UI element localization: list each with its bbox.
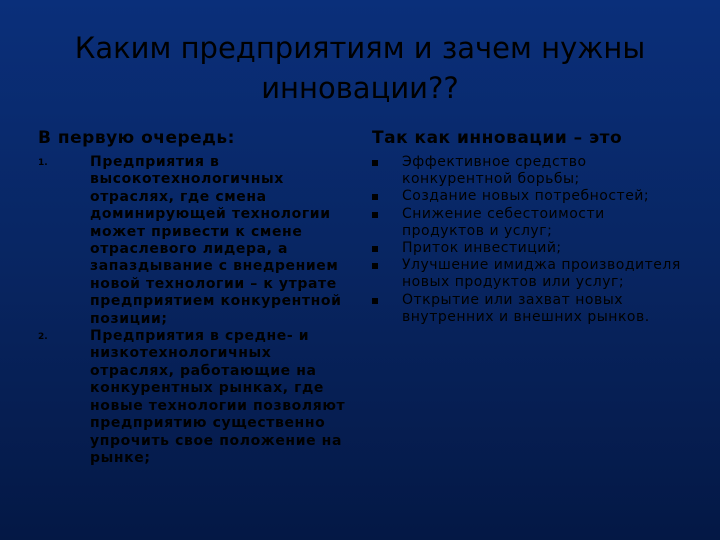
square-bullet-icon: [370, 257, 402, 291]
list-item-text: Открытие или захват новых внутренних и внешних рынков.: [402, 291, 650, 325]
list-item-text: Создание новых потребностей;: [402, 188, 650, 205]
square-bullet-icon: [370, 188, 402, 205]
list-item-text: Предприятия в высокотехнологичных отраслях, где смена доминирующей технологии может привести к смене отраслевого лидера, а запаздывание с внедрением новой технологии – к утрате предприятием конкурентной позиции;: [90, 154, 342, 327]
list-item: [38, 328, 348, 467]
left-column-heading: В первую очередь:: [38, 128, 235, 148]
square-bullet-icon: [370, 240, 402, 257]
list-item: [370, 240, 690, 257]
list-item: [370, 206, 690, 240]
list-number: 1.: [38, 158, 48, 168]
list-item-text: Улучшение имиджа производителя новых продуктов или услуг;: [402, 257, 681, 291]
slide-title: Каким предприятиям и зачем нужны инновации??: [74, 31, 646, 105]
square-bullet-icon: [370, 292, 402, 326]
list-item-text: Предприятия в средне- и низкотехнологичных отраслях, работающие на конкурентных рынках, где новые технологии позволяют предприятию существенно упрочить свое положение на рынке;: [90, 328, 346, 466]
list-item-text: Эффективное средство конкурентной борьбы;: [402, 154, 587, 188]
list-number: 2.: [38, 332, 48, 343]
list-item-text: Снижение себестоимости продуктов и услуг;: [402, 205, 605, 239]
list-item: [370, 292, 690, 326]
list-item: [370, 257, 690, 291]
list-item: [370, 188, 690, 205]
left-numbered-list: [38, 154, 348, 467]
list-item: [370, 154, 690, 188]
square-bullet-icon: [370, 206, 402, 240]
list-item-text: Приток инвестиций;: [402, 240, 562, 257]
right-bullet-list: [370, 154, 690, 326]
list-item: [38, 154, 348, 328]
right-column-heading: Так как инновации – это: [372, 128, 623, 148]
square-bullet-icon: [370, 154, 402, 188]
